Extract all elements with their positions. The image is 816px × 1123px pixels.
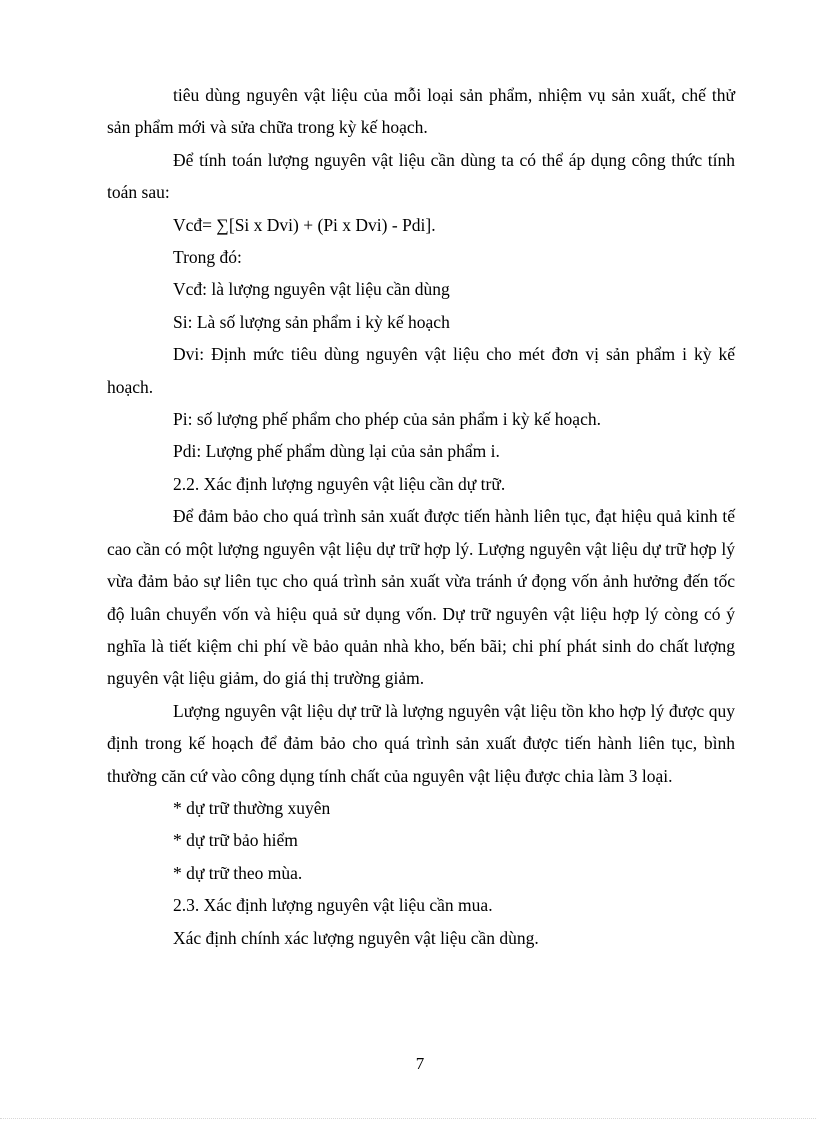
- paragraph-formula-intro: Để tính toán lượng nguyên vật liệu cần dùng ta có thể áp dụng công thức tính toán sau:: [107, 149, 735, 203]
- list-item-seasonal-reserve: * dự trữ theo mùa.: [173, 862, 303, 883]
- paragraph-reserve-definition: Lượng nguyên vật liệu dự trữ là lượng nguyên vật liệu tồn kho hợp lý được quy định trong kế hoạch để đảm bảo cho quá trình sản xuất được tiến hành liên tục, bình thường căn cứ vào công dụng tính chất của nguyên vật liệu được chia làm 3 loại.: [107, 700, 735, 786]
- list-item-insurance-reserve: * dự trữ bảo hiểm: [173, 830, 298, 851]
- paragraph-reserve-purpose: Để đảm bảo cho quá trình sản xuất được tiến hành liên tục, đạt hiệu quả kinh tế cao cần có một lượng nguyên vật liệu dự trữ hợp lý. Lượng nguyên vật liệu dự trữ hợp lý vừa đảm bảo sự liên tục cho quá trình sản xuất vừa tránh ứ đọng vốn ảnh hưởng đến tốc độ luân chuyển vốn và hiệu quả sử dụng vốn. Dự trữ nguyên vật liệu hợp lý còng có ý nghĩa là tiết kiệm chi phí về bảo quản nhà kho, bến bãi; chi phí phát sinh do chất lượng nguyên vật liệu giảm, do giá thị trường giảm.: [107, 506, 735, 689]
- paragraph-where: Trong đó:: [173, 247, 242, 268]
- definition-vcd: Vcđ: là lượng nguyên vật liệu cần dùng: [173, 279, 450, 300]
- definition-si: Si: Là số lượng sản phẩm i kỳ kế hoạch: [173, 311, 450, 332]
- formula-line: Vcđ= ∑[Si x Dvi) + (Pi x Dvi) - Pdi].: [173, 214, 436, 235]
- definition-pdi: Pdi: Lượng phế phẩm dùng lại của sản phẩm i.: [173, 441, 500, 462]
- page-number: 7: [415, 1054, 425, 1073]
- page-bottom-divider: [0, 1118, 816, 1119]
- definition-dvi: Dvi: Định mức tiêu dùng nguyên vật liệu cho mét đơn vị sản phẩm i kỳ kế hoạch.: [107, 344, 735, 397]
- paragraph-continuation: tiêu dùng nguyên vật liệu của mỗi loại sản phẩm, nhiệm vụ sản xuất, chế thử sản phẩm mới và sửa chữa trong kỳ kế hoạch.: [107, 85, 735, 138]
- body-text: [107, 79, 735, 954]
- definition-pi: Pi: số lượng phế phẩm cho phép của sản phẩm i kỳ kế hoạch.: [173, 409, 601, 430]
- section-heading-2-3: 2.3. Xác định lượng nguyên vật liệu cần mua.: [173, 895, 493, 916]
- section-heading-2-2: 2.2. Xác định lượng nguyên vật liệu cần dự trữ.: [173, 473, 506, 494]
- list-item-regular-reserve: * dự trữ thường xuyên: [173, 797, 331, 818]
- paragraph-determine-quantity: Xác định chính xác lượng nguyên vật liệu cần dùng.: [173, 927, 539, 948]
